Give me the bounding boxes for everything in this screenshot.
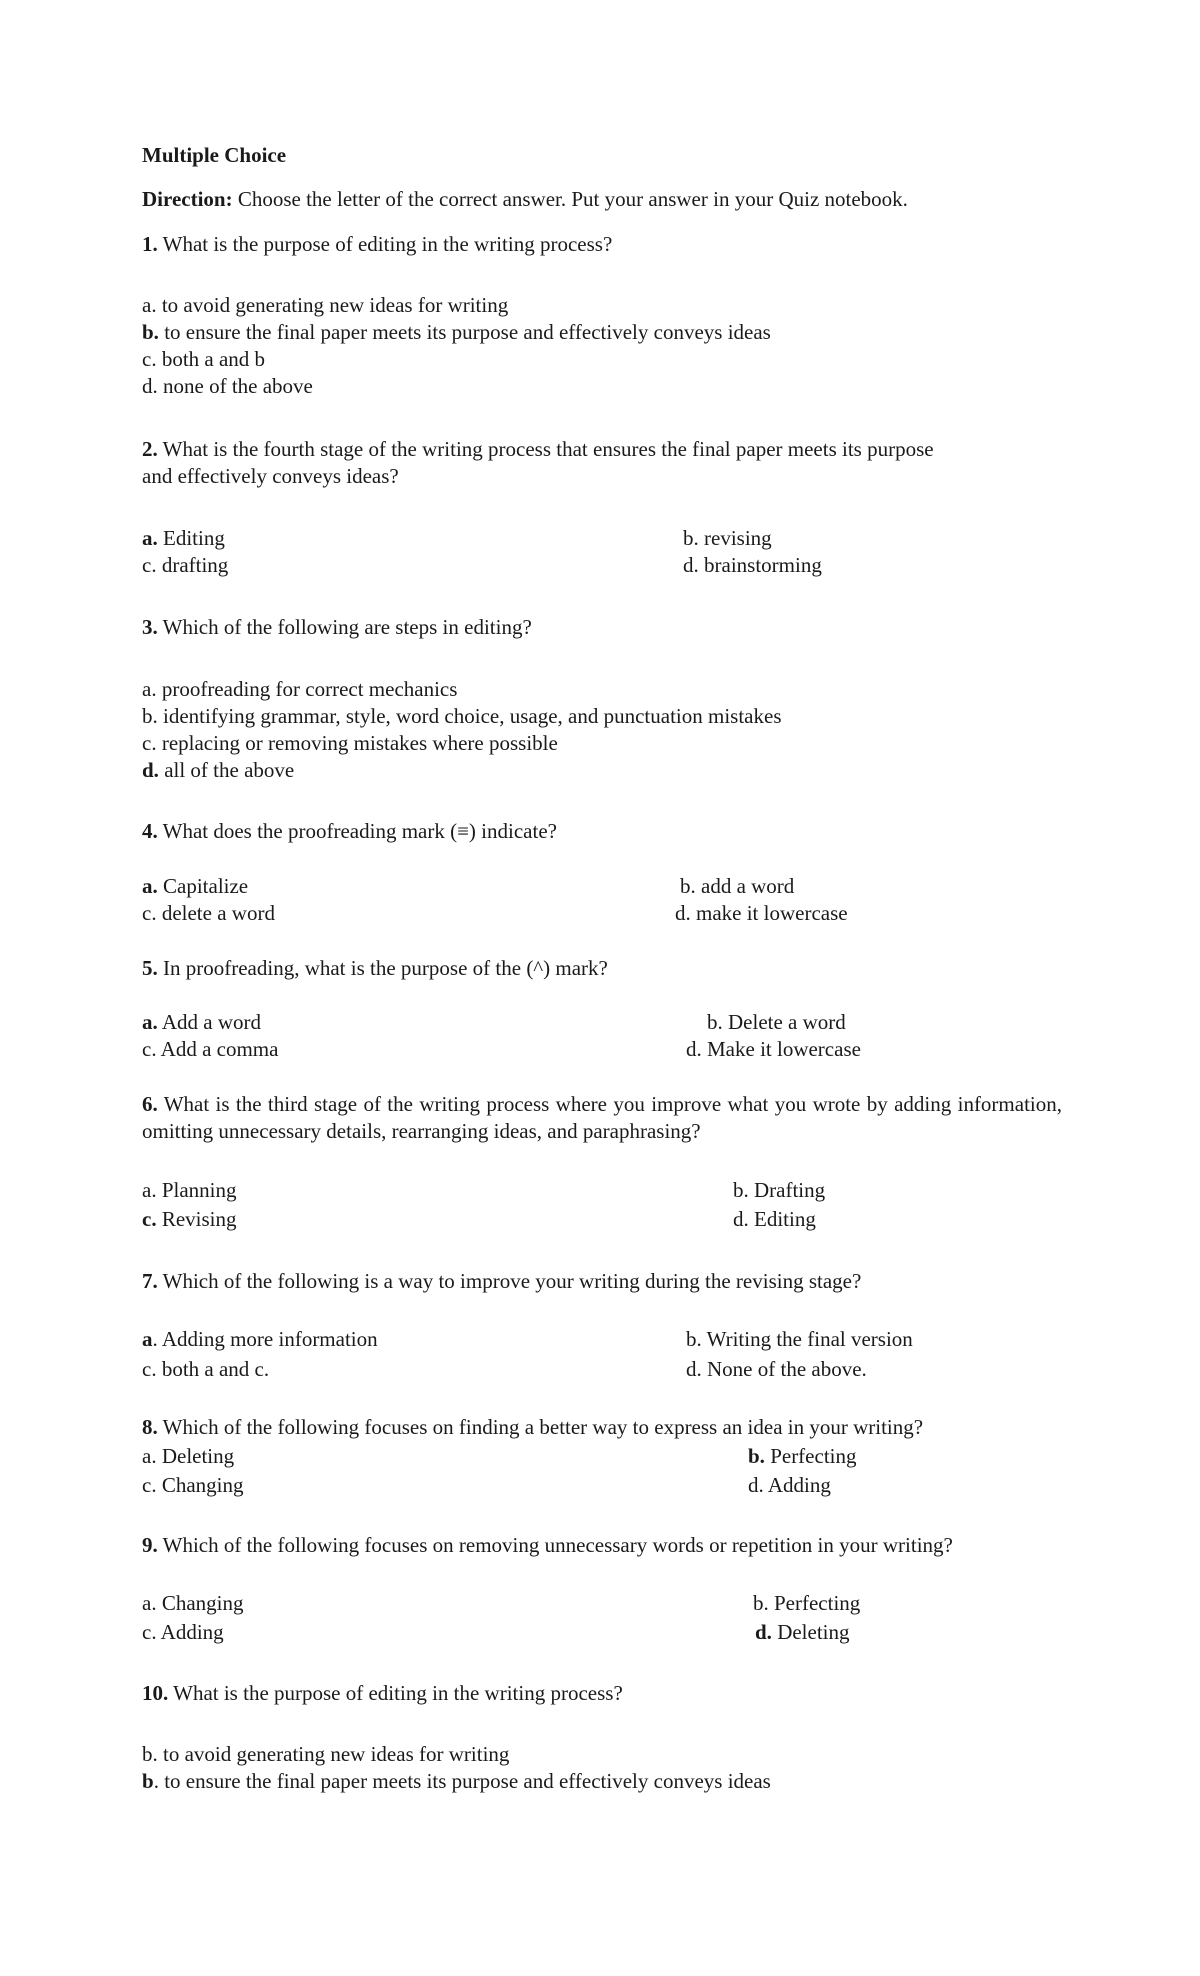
question-2-continued: and effectively conveys ideas? <box>142 464 399 488</box>
option: b. to ensure the final paper meets its purpose and effectively conveys ideas <box>142 1769 771 1793</box>
option: b. revising <box>683 526 772 550</box>
question-9: 9. Which of the following focuses on removing unnecessary words or repetition in your writing? <box>142 1533 953 1557</box>
option: a. Editing <box>142 526 225 550</box>
option: b. to avoid generating new ideas for writing <box>142 1742 510 1766</box>
option: b. Drafting <box>733 1178 826 1202</box>
option: b. to ensure the final paper meets its purpose and effectively conveys ideas <box>142 320 771 344</box>
option: a. Adding more information <box>142 1327 378 1351</box>
option: c. both a and c. <box>142 1357 270 1381</box>
option: d. Adding <box>748 1473 831 1497</box>
option: d. brainstorming <box>683 553 822 577</box>
question-5: 5. In proofreading, what is the purpose of the (^) mark? <box>142 956 608 980</box>
page-title: Multiple Choice <box>142 143 287 167</box>
option: c. drafting <box>142 553 229 577</box>
option: a. to avoid generating new ideas for writing <box>142 293 509 317</box>
option: c. replacing or removing mistakes where possible <box>142 731 558 755</box>
question-4: 4. What does the proofreading mark (≡) indicate? <box>142 819 557 843</box>
option: d. Deleting <box>755 1620 850 1644</box>
option: d. Editing <box>733 1207 816 1231</box>
option: a. Capitalize <box>142 874 249 898</box>
option: b. Perfecting <box>753 1591 861 1615</box>
question-6: 6. What is the third stage of the writing process where you improve what you wrote by adding information, omitting unnecessary details, rearranging ideas, and paraphrasing? <box>142 1092 1062 1143</box>
option: d. all of the above <box>142 758 295 782</box>
option: a. Planning <box>142 1178 237 1202</box>
option: a. Changing <box>142 1591 244 1615</box>
option: d. make it lowercase <box>675 901 848 925</box>
option: b. add a word <box>680 874 795 898</box>
option: b. Perfecting <box>748 1444 857 1468</box>
question-2: 2. What is the fourth stage of the writing process that ensures the final paper meets its purpose <box>142 437 934 461</box>
option: d. None of the above. <box>686 1357 867 1381</box>
direction: Direction: Choose the letter of the correct answer. Put your answer in your Quiz notebook. <box>142 187 908 211</box>
option: d. Make it lowercase <box>686 1037 861 1061</box>
question-7: 7. Which of the following is a way to improve your writing during the revising stage? <box>142 1269 862 1293</box>
option: b. identifying grammar, style, word choice, usage, and punctuation mistakes <box>142 704 782 728</box>
option: c. Changing <box>142 1473 244 1497</box>
option: c. delete a word <box>142 901 275 925</box>
option: c. both a and b <box>142 347 266 371</box>
question-1: 1. What is the purpose of editing in the writing process? <box>142 232 613 256</box>
option: a. Add a word <box>142 1010 261 1034</box>
option: b. Delete a word <box>707 1010 846 1034</box>
option: a. proofreading for correct mechanics <box>142 677 458 701</box>
option: c. Adding <box>142 1620 224 1644</box>
option: a. Deleting <box>142 1444 235 1468</box>
option: c. Add a comma <box>142 1037 279 1061</box>
option: d. none of the above <box>142 374 313 398</box>
option: c. Revising <box>142 1207 237 1231</box>
question-3: 3. Which of the following are steps in editing? <box>142 615 532 639</box>
option: b. Writing the final version <box>686 1327 913 1351</box>
question-8: 8. Which of the following focuses on finding a better way to express an idea in your writing? <box>142 1415 924 1439</box>
question-10: 10. What is the purpose of editing in the writing process? <box>142 1681 623 1705</box>
